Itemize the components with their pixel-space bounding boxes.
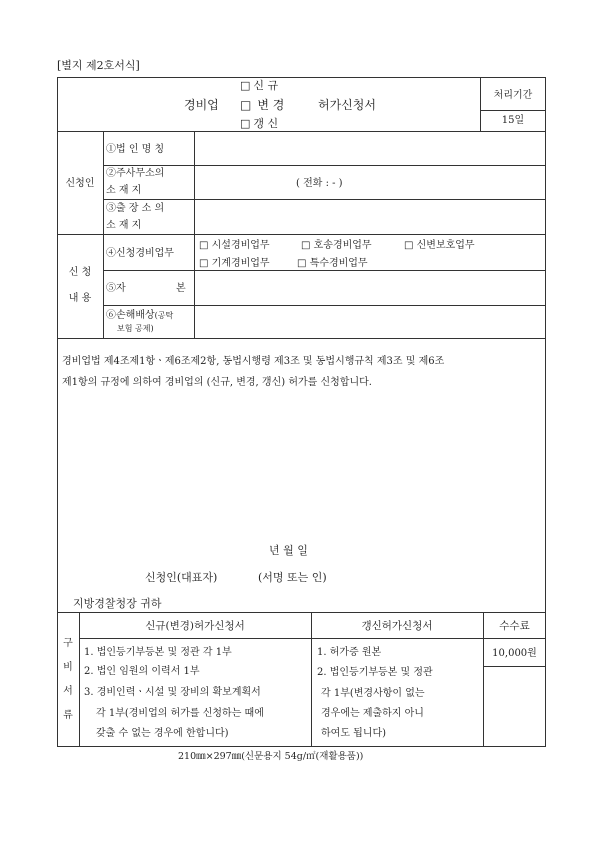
option-new[interactable]: □ 신 규 — [240, 79, 279, 92]
paper-spec-footer: 210㎜×297㎜(신문용지 54g/㎡(재활용품)) — [178, 751, 364, 762]
recipient: 지방경찰청장 귀하 — [73, 597, 162, 610]
checkbox-icon: □ — [240, 98, 252, 112]
office-address-field[interactable] — [196, 167, 543, 197]
office-label-1: ②주사무소의 — [106, 168, 165, 179]
renew-doc-item-1: 1. 허가증 원본 — [317, 647, 382, 658]
new-doc-item-3-cont-2: 갖출 수 없는 경우에 한합니다) — [96, 728, 229, 739]
title-suffix: 허가신청서 — [318, 98, 376, 112]
sign-note: (서명 또는 인) — [258, 571, 327, 584]
checkbox-icon: □ — [240, 117, 251, 130]
business-option-facility[interactable]: □ 시설경비업무 — [199, 240, 270, 251]
fee-header: 수수료 — [499, 620, 530, 632]
branch-address-field[interactable] — [196, 201, 543, 232]
new-doc-item-3: 3. 경비인력ㆍ시설 및 장비의 확보계획서 — [84, 687, 261, 698]
processing-value: 15일 — [501, 115, 525, 126]
title-prefix: 경비업 — [184, 98, 219, 112]
signature-field[interactable] — [190, 568, 350, 588]
request-section-label-1: 신 청 — [68, 267, 92, 278]
phone-text: ( 전화 : - ) — [296, 178, 343, 189]
damage-label-2: 보험 공제) — [117, 324, 154, 333]
request-section-label-2: 내 용 — [68, 293, 92, 304]
option-change[interactable]: □ 변 경 — [240, 98, 285, 112]
annex-label: [별지 제2호서식] — [57, 59, 140, 72]
fee-value: 10,000원 — [492, 648, 537, 659]
checkbox-icon: □ — [240, 79, 251, 92]
capital-label-2: 본 — [176, 283, 186, 294]
branch-label-1: ③출 장 소 의 — [106, 203, 165, 214]
documents-section-char-4: 류 — [63, 710, 73, 721]
corp-name-label: ①법 인 명 칭 — [106, 144, 165, 155]
statement-line-2: 제1항의 규정에 의하여 경비업의 (신규, 변경, 갱신) 허가를 신청합니다. — [62, 377, 372, 388]
renew-doc-item-2-cont-1: 각 1부(변경사항이 없는 — [321, 688, 425, 699]
option-renew[interactable]: □ 갱 신 — [240, 117, 279, 130]
statement-line-1: 경비업법 제4조제1항ㆍ제6조제2항, 동법시행령 제3조 및 동법시행규칙 제3조 및 제6조 — [62, 356, 445, 367]
new-change-header: 신규(변경)허가신청서 — [145, 620, 245, 632]
renew-doc-item-2: 2. 법인등기부등본 및 정관 — [317, 667, 433, 678]
business-option-escort[interactable]: □ 호송경비업무 — [301, 240, 372, 251]
corp-name-field[interactable] — [196, 133, 543, 163]
business-option-bodyguard[interactable]: □ 신변보호업무 — [404, 240, 475, 251]
business-label: ④신청경비업무 — [106, 248, 174, 259]
documents-section-char-2: 비 — [63, 662, 73, 673]
date-line: 년 월 일 — [269, 544, 308, 557]
business-option-machine[interactable]: □ 기계경비업무 — [199, 258, 270, 269]
applicant-representative: 신청인(대표자) — [145, 571, 218, 584]
processing-label: 처리기간 — [493, 90, 533, 101]
capital-label-1: ⑤자 — [106, 283, 126, 294]
damage-compensation-field[interactable] — [196, 307, 543, 336]
new-doc-item-3-cont-1: 각 1부(경비업의 허가를 신청하는 때에 — [96, 708, 264, 719]
renew-doc-item-2-cont-3: 하여도 됩니다) — [321, 728, 387, 739]
business-option-special[interactable]: □ 특수경비업무 — [297, 258, 368, 269]
new-doc-item-1: 1. 법인등기부등본 및 정관 각 1부 — [84, 647, 232, 658]
new-doc-item-2: 2. 법인 임원의 이력서 1부 — [84, 666, 200, 677]
applicant-section-label: 신청인 — [65, 178, 95, 189]
documents-section-char-1: 구 — [63, 638, 73, 649]
capital-field[interactable] — [196, 272, 543, 303]
renew-header: 갱신허가신청서 — [361, 620, 433, 632]
branch-label-2: 소 재 지 — [106, 220, 142, 231]
documents-section-char-3: 서 — [63, 686, 73, 697]
office-label-2: 소 재 지 — [106, 185, 142, 196]
renew-doc-item-2-cont-2: 경우에는 제출하지 아니 — [321, 708, 424, 719]
damage-label-1: ⑥손해배상(공탁 — [106, 310, 174, 321]
